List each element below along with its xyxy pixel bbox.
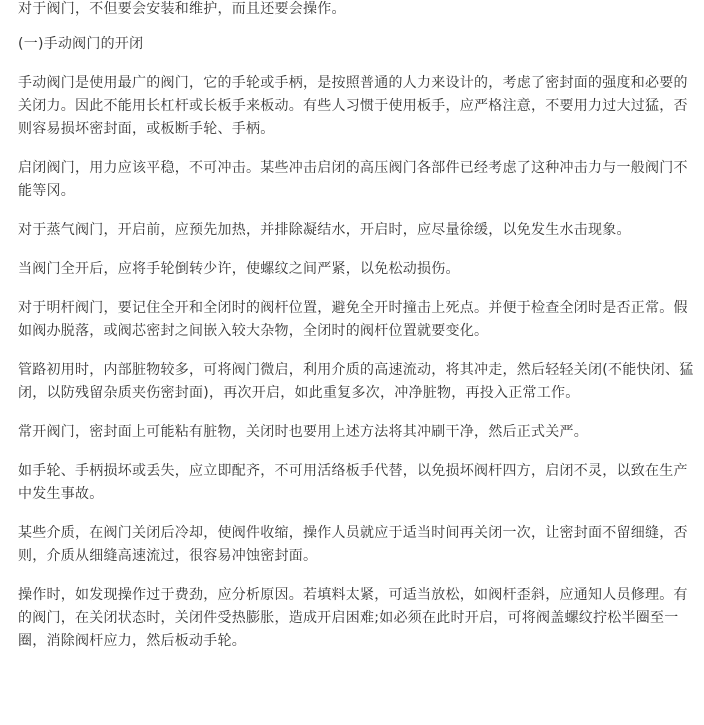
paragraph-hard-operation: 操作时，如发现操作过于费劲，应分析原因。若填料太紧，可适当放松，如阀杆歪斜，应通知人员修理。有的阀门，在关闭状态时，关闭件受热膨胀，造成开启困难;如必须在此时开启，可将阀盖螺纹拧松半圈至一圈，消除阀杆应力，然后板动手轮。 — [18, 587, 688, 649]
paragraph-steam-valve: 对于蒸气阀门，开启前，应预先加热，并排除凝结水，开启时，应尽量徐缓，以免发生水击现象。 — [18, 222, 631, 238]
intro-paragraph: 对于阀门，不但要会安装和维护，而且还要会操作。 — [18, 1, 346, 17]
paragraph-normally-open: 常开阀门，密封面上可能粘有脏物，关闭时也要用上述方法将其冲刷干净，然后正式关严。 — [18, 424, 588, 440]
paragraph-initial-use-flush: 管路初用时，内部脏物较多，可将阀门微启，利用介质的高速流动，将其冲走，然后轻轻关闭(不能快闭、猛闭，以防残留杂质夹伤密封面)，再次开启，如此重复多次，冲净脏物，再投入正常工作。 — [18, 362, 694, 401]
paragraph-rising-stem: 对于明杆阀门，要记住全开和全闭时的阀杆位置，避免全开时撞击上死点。并便于检查全闭时是否正常。假如阀办脱落，或阀芯密封之间嵌入较大杂物，全闭时的阀杆位置就要变化。 — [18, 300, 688, 339]
section-heading: (一)手动阀门的开闭 — [18, 36, 144, 52]
paragraph-fully-open: 当阀门全开后，应将手轮倒转少许，使螺纹之间严紧，以免松动损伤。 — [18, 261, 460, 277]
paragraph-manual-valve-design: 手动阀门是使用最广的阀门，它的手轮或手柄，是按照普通的人力来设计的，考虑了密封面的强度和必要的关闭力。因此不能用长杠杆或长板手来板动。有些人习惯于使用板手，应严格注意，不要用力过大过猛，否则容易损坏密封面，或板断手轮、手柄。 — [18, 75, 688, 137]
paragraph-handwheel-replacement: 如手轮、手柄损坏或丢失，应立即配齐，不可用活络板手代替，以免损坏阀杆四方，启闭不灵，以致在生产中发生事故。 — [18, 463, 688, 502]
paragraph-steady-force: 启闭阀门，用力应该平稳，不可冲击。某些冲击启闭的高压阀门各部件已经考虑了这种冲击力与一般阀门不能等冈。 — [18, 160, 688, 199]
article-body — [18, 0, 694, 653]
paragraph-cooling-reclose: 某些介质，在阀门关闭后冷却，使阀件收缩，操作人员就应于适当时间再关闭一次，让密封面不留细缝，否则，介质从细缝高速流过，很容易冲蚀密封面。 — [18, 525, 688, 564]
